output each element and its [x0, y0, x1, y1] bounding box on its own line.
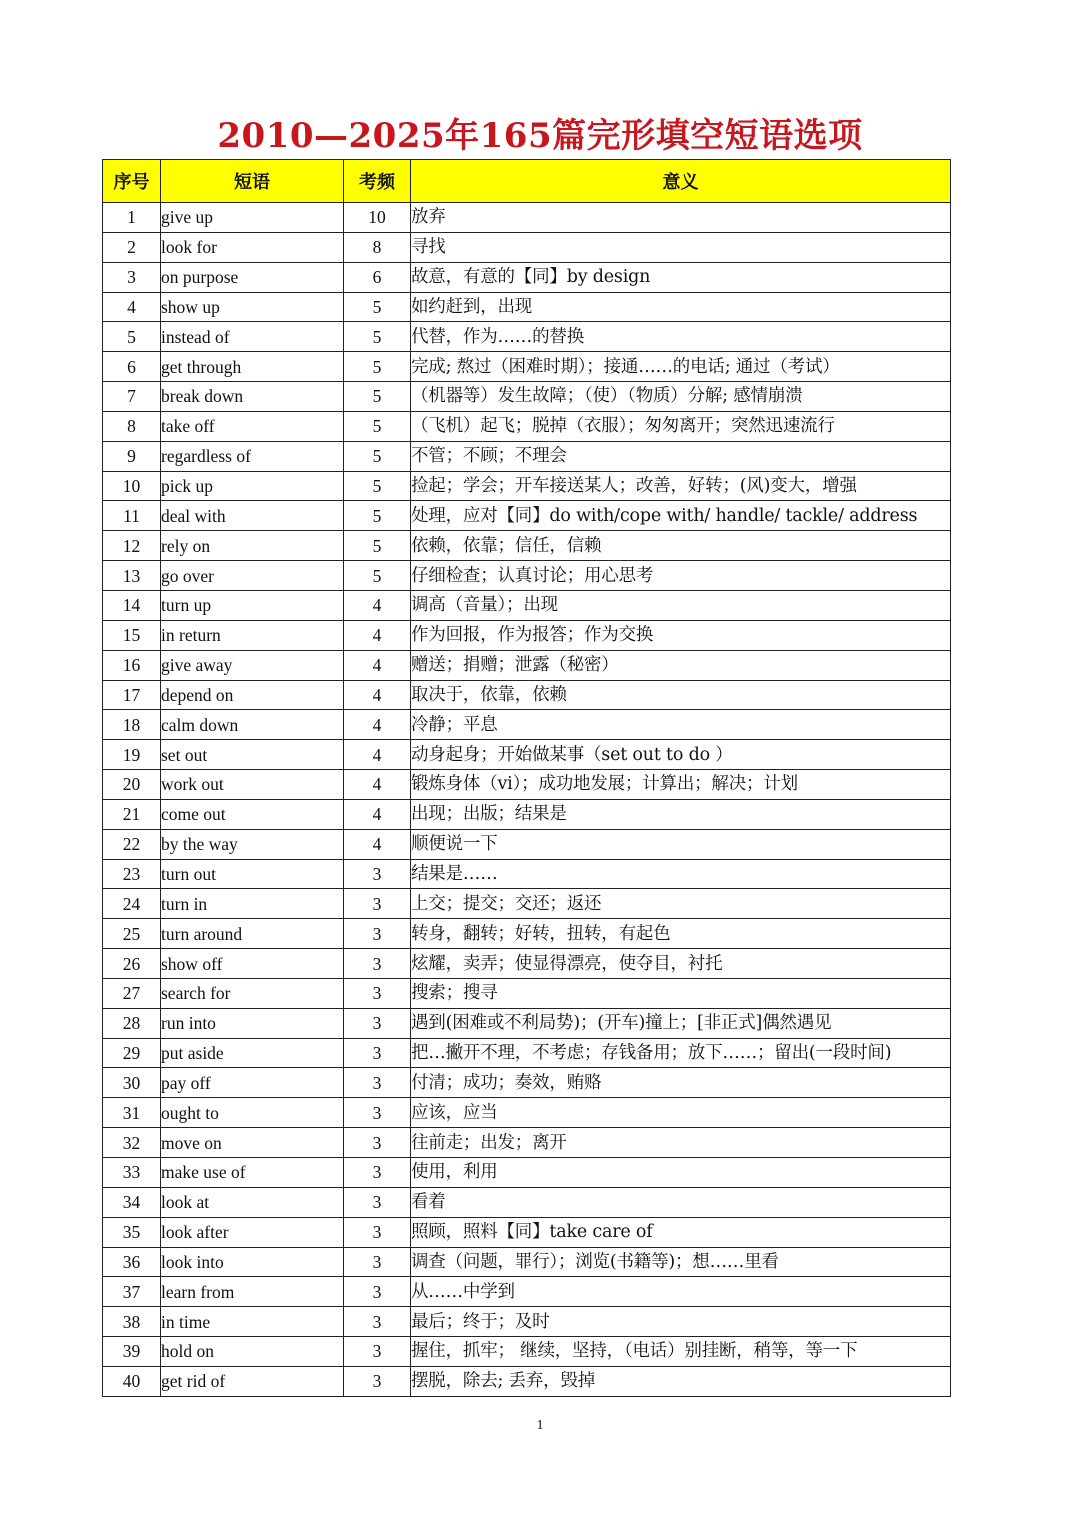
row-meaning: 应该，应当: [411, 1098, 951, 1128]
table-row: [103, 411, 951, 441]
row-index: 25: [103, 919, 161, 949]
row-frequency: 5: [344, 501, 411, 531]
table-row: [103, 1128, 951, 1158]
row-frequency: 4: [344, 710, 411, 740]
row-index: 22: [103, 829, 161, 859]
row-phrase: learn from: [161, 1277, 344, 1307]
table-row: [103, 799, 951, 829]
table-row: [103, 650, 951, 680]
row-meaning: 故意，有意的【同】by design: [411, 262, 951, 292]
row-phrase: look into: [161, 1247, 344, 1277]
row-index: 14: [103, 590, 161, 620]
row-phrase: rely on: [161, 531, 344, 561]
row-phrase: depend on: [161, 680, 344, 710]
row-phrase: turn around: [161, 919, 344, 949]
row-index: 33: [103, 1158, 161, 1188]
row-frequency: 3: [344, 1008, 411, 1038]
row-frequency: 8: [344, 232, 411, 262]
row-meaning: （飞机）起飞；脱掉（衣服）；匆匆离开；突然迅速流行: [411, 411, 951, 441]
phrase-table: [102, 159, 951, 1397]
table-row: [103, 1247, 951, 1277]
row-phrase: deal with: [161, 501, 344, 531]
table-row: [103, 262, 951, 292]
table-row: [103, 680, 951, 710]
row-index: 5: [103, 322, 161, 352]
row-meaning: 最后；终于；及时: [411, 1307, 951, 1337]
row-index: 1: [103, 203, 161, 233]
row-meaning: 照顾，照料【同】take care of: [411, 1217, 951, 1247]
table-row: [103, 590, 951, 620]
table-row: [103, 382, 951, 412]
row-meaning: 出现；出版；结果是: [411, 799, 951, 829]
table-row: [103, 232, 951, 262]
table-row: [103, 1187, 951, 1217]
row-meaning: 锻炼身体（vi）；成功地发展；计算出；解决；计划: [411, 770, 951, 800]
row-index: 28: [103, 1008, 161, 1038]
row-phrase: by the way: [161, 829, 344, 859]
row-phrase: pay off: [161, 1068, 344, 1098]
header-phrase: 短语: [161, 160, 344, 203]
row-index: 4: [103, 292, 161, 322]
row-phrase: get through: [161, 352, 344, 382]
row-phrase: break down: [161, 382, 344, 412]
row-phrase: run into: [161, 1008, 344, 1038]
row-frequency: 10: [344, 203, 411, 233]
row-meaning: 上交；提交；交还；返还: [411, 889, 951, 919]
row-index: 23: [103, 859, 161, 889]
row-frequency: 5: [344, 561, 411, 591]
row-frequency: 3: [344, 889, 411, 919]
table-row: [103, 292, 951, 322]
row-meaning: 不管；不顾；不理会: [411, 441, 951, 471]
row-meaning: 看着: [411, 1187, 951, 1217]
row-frequency: 5: [344, 292, 411, 322]
row-frequency: 5: [344, 531, 411, 561]
table-row: [103, 352, 951, 382]
row-frequency: 5: [344, 411, 411, 441]
row-meaning: 结果是……: [411, 859, 951, 889]
row-phrase: search for: [161, 978, 344, 1008]
table-row: [103, 978, 951, 1008]
row-frequency: 3: [344, 978, 411, 1008]
row-index: 13: [103, 561, 161, 591]
row-frequency: 5: [344, 471, 411, 501]
row-frequency: 4: [344, 799, 411, 829]
row-frequency: 3: [344, 1217, 411, 1247]
row-frequency: 3: [344, 949, 411, 979]
row-frequency: 4: [344, 829, 411, 859]
row-phrase: regardless of: [161, 441, 344, 471]
row-index: 18: [103, 710, 161, 740]
header-index: 序号: [103, 160, 161, 203]
document-title: 2010—2025年165篇完形填空短语选项: [217, 116, 863, 156]
row-phrase: take off: [161, 411, 344, 441]
row-phrase: turn in: [161, 889, 344, 919]
row-frequency: 6: [344, 262, 411, 292]
row-phrase: turn out: [161, 859, 344, 889]
row-frequency: 3: [344, 1038, 411, 1068]
row-phrase: look at: [161, 1187, 344, 1217]
row-frequency: 4: [344, 650, 411, 680]
row-index: 36: [103, 1247, 161, 1277]
row-index: 15: [103, 620, 161, 650]
row-phrase: show off: [161, 949, 344, 979]
row-meaning: 顺便说一下: [411, 829, 951, 859]
table-row: [103, 1158, 951, 1188]
row-phrase: work out: [161, 770, 344, 800]
row-index: 32: [103, 1128, 161, 1158]
row-frequency: 3: [344, 859, 411, 889]
row-meaning: 作为回报，作为报答；作为交换: [411, 620, 951, 650]
table-row: [103, 471, 951, 501]
table-row: [103, 1068, 951, 1098]
row-phrase: get rid of: [161, 1366, 344, 1396]
table-row: [103, 889, 951, 919]
row-phrase: go over: [161, 561, 344, 591]
table-row: [103, 1277, 951, 1307]
table-row: [103, 740, 951, 770]
row-phrase: in time: [161, 1307, 344, 1337]
row-index: 34: [103, 1187, 161, 1217]
row-meaning: 放弃: [411, 203, 951, 233]
row-meaning: 付清；成功；奏效，贿赂: [411, 1068, 951, 1098]
table-row: [103, 1307, 951, 1337]
row-meaning: 赠送；捐赠；泄露（秘密）: [411, 650, 951, 680]
table-row: [103, 1337, 951, 1367]
row-phrase: calm down: [161, 710, 344, 740]
row-phrase: give up: [161, 203, 344, 233]
row-meaning: 冷静；平息: [411, 710, 951, 740]
table-row: [103, 859, 951, 889]
row-index: 30: [103, 1068, 161, 1098]
row-frequency: 3: [344, 1366, 411, 1396]
row-meaning: 依赖，依靠；信任，信赖: [411, 531, 951, 561]
row-index: 9: [103, 441, 161, 471]
row-frequency: 4: [344, 590, 411, 620]
row-frequency: 4: [344, 770, 411, 800]
row-meaning: 取决于，依靠，依赖: [411, 680, 951, 710]
row-phrase: make use of: [161, 1158, 344, 1188]
row-meaning: 完成; 熬过（困难时期）；接通……的电话; 通过（考试）: [411, 352, 951, 382]
table-row: [103, 620, 951, 650]
row-index: 31: [103, 1098, 161, 1128]
row-index: 3: [103, 262, 161, 292]
row-frequency: 3: [344, 1098, 411, 1128]
row-index: 26: [103, 949, 161, 979]
row-meaning: 如约赶到，出现: [411, 292, 951, 322]
table-row: [103, 1217, 951, 1247]
row-frequency: 5: [344, 352, 411, 382]
row-phrase: hold on: [161, 1337, 344, 1367]
row-meaning: 调高（音量）；出现: [411, 590, 951, 620]
row-frequency: 5: [344, 322, 411, 352]
row-frequency: 3: [344, 1277, 411, 1307]
row-meaning: 调查（问题，罪行）；浏览(书籍等)；想……里看: [411, 1247, 951, 1277]
row-phrase: show up: [161, 292, 344, 322]
table-row: [103, 919, 951, 949]
row-index: 7: [103, 382, 161, 412]
row-frequency: 4: [344, 680, 411, 710]
row-meaning: 摆脱，除去; 丢弃，毁掉: [411, 1366, 951, 1396]
table-row: [103, 441, 951, 471]
row-phrase: give away: [161, 650, 344, 680]
table-row: [103, 1098, 951, 1128]
row-phrase: move on: [161, 1128, 344, 1158]
row-meaning: 代替，作为……的替换: [411, 322, 951, 352]
row-index: 38: [103, 1307, 161, 1337]
row-index: 10: [103, 471, 161, 501]
table-row: [103, 770, 951, 800]
row-phrase: set out: [161, 740, 344, 770]
row-phrase: put aside: [161, 1038, 344, 1068]
header-meaning: 意义: [411, 160, 951, 203]
row-index: 6: [103, 352, 161, 382]
row-index: 27: [103, 978, 161, 1008]
table-header-row: [103, 160, 951, 203]
table-row: [103, 1366, 951, 1396]
row-index: 21: [103, 799, 161, 829]
header-frequency: 考频: [344, 160, 411, 203]
row-phrase: on purpose: [161, 262, 344, 292]
table-row: [103, 829, 951, 859]
row-index: 2: [103, 232, 161, 262]
row-phrase: come out: [161, 799, 344, 829]
row-phrase: in return: [161, 620, 344, 650]
row-meaning: 仔细检查；认真讨论；用心思考: [411, 561, 951, 591]
table-row: [103, 949, 951, 979]
row-meaning: 从……中学到: [411, 1277, 951, 1307]
row-meaning: 往前走；出发；离开: [411, 1128, 951, 1158]
row-meaning: 遇到(困难或不利局势)；(开车)撞上；[非正式]偶然遇见: [411, 1008, 951, 1038]
row-meaning: 寻找: [411, 232, 951, 262]
row-frequency: 3: [344, 1068, 411, 1098]
row-meaning: 使用，利用: [411, 1158, 951, 1188]
row-index: 29: [103, 1038, 161, 1068]
page-number: 1: [536, 1418, 544, 1433]
row-phrase: ought to: [161, 1098, 344, 1128]
row-index: 12: [103, 531, 161, 561]
row-phrase: turn up: [161, 590, 344, 620]
row-frequency: 3: [344, 1247, 411, 1277]
row-index: 17: [103, 680, 161, 710]
row-index: 20: [103, 770, 161, 800]
row-meaning: 把…撇开不理，不考虑；存钱备用；放下……；留出(一段时间): [411, 1038, 951, 1068]
row-meaning: 握住，抓牢； 继续，坚持，（电话）别挂断，稍等，等一下: [411, 1337, 951, 1367]
table-row: [103, 531, 951, 561]
row-meaning: 处理，应对【同】do with/cope with/ handle/ tackle/ address: [411, 501, 951, 531]
row-meaning: 搜索；搜寻: [411, 978, 951, 1008]
row-frequency: 4: [344, 740, 411, 770]
row-meaning: 动身起身；开始做某事（set out to do ）: [411, 740, 951, 770]
row-phrase: instead of: [161, 322, 344, 352]
row-meaning: 炫耀，卖弄；使显得漂亮，使夺目，衬托: [411, 949, 951, 979]
table-row: [103, 322, 951, 352]
row-frequency: 3: [344, 919, 411, 949]
table-row: [103, 710, 951, 740]
row-index: 35: [103, 1217, 161, 1247]
row-phrase: look after: [161, 1217, 344, 1247]
row-phrase: pick up: [161, 471, 344, 501]
row-frequency: 3: [344, 1128, 411, 1158]
row-index: 39: [103, 1337, 161, 1367]
row-index: 8: [103, 411, 161, 441]
row-index: 37: [103, 1277, 161, 1307]
row-frequency: 3: [344, 1337, 411, 1367]
row-frequency: 3: [344, 1307, 411, 1337]
row-frequency: 4: [344, 620, 411, 650]
row-frequency: 5: [344, 382, 411, 412]
row-index: 16: [103, 650, 161, 680]
row-index: 19: [103, 740, 161, 770]
row-phrase: look for: [161, 232, 344, 262]
table-row: [103, 1008, 951, 1038]
row-frequency: 3: [344, 1187, 411, 1217]
table-row: [103, 1038, 951, 1068]
table-row: [103, 561, 951, 591]
table-row: [103, 203, 951, 233]
row-frequency: 3: [344, 1158, 411, 1188]
row-meaning: 捡起；学会；开车接送某人；改善，好转；(风)变大，增强: [411, 471, 951, 501]
row-index: 40: [103, 1366, 161, 1396]
row-meaning: （机器等）发生故障；（使）（物质）分解; 感情崩溃: [411, 382, 951, 412]
table-body: [103, 203, 951, 1397]
row-frequency: 5: [344, 441, 411, 471]
table-row: [103, 501, 951, 531]
row-index: 24: [103, 889, 161, 919]
row-index: 11: [103, 501, 161, 531]
row-meaning: 转身，翻转；好转，扭转，有起色: [411, 919, 951, 949]
